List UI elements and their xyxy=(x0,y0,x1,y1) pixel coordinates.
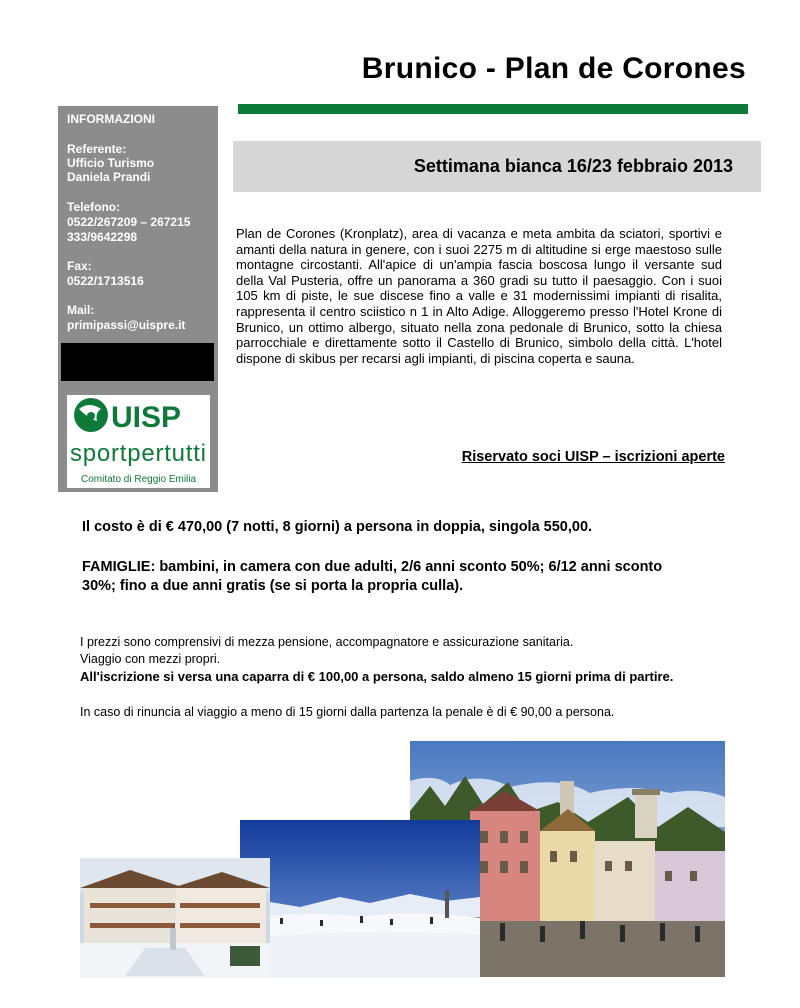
subtitle: Settimana bianca 16/23 febbraio 2013 xyxy=(413,156,733,176)
mail-value[interactable]: primipassi@uispre.it xyxy=(67,318,186,332)
fax-label: Fax: xyxy=(67,259,92,273)
hotel-photo xyxy=(80,858,270,978)
fax-value: 0522/1713516 xyxy=(67,274,144,288)
redacted-bar xyxy=(61,343,214,381)
subtitle-banner xyxy=(233,141,761,192)
logo-committee: Comitato di Reggio Emilia xyxy=(81,474,197,485)
cost-paragraph: Il costo è di € 470,00 (7 notti, 8 giorni) a persona in doppia, singola 550,00. xyxy=(82,519,593,535)
green-divider xyxy=(238,104,748,114)
info-sidebar xyxy=(58,106,218,492)
telefono-line-2: 333/9642298 xyxy=(67,230,138,244)
deposit-note: All'iscrizione si versa una caparra di € 100,00 a persona, saldo almeno 15 giorni prima di partire. xyxy=(80,669,674,684)
reserved-notice: Riservato soci UISP – iscrizioni aperte xyxy=(461,449,725,465)
logo-brand: UISP xyxy=(111,401,182,434)
sidebar-heading: INFORMAZIONI xyxy=(67,112,155,126)
intro-paragraph: Plan de Corones (Kronplatz), area di vacanza e meta ambita da sciatori, sportivi e amanti della natura in genere, con i suoi 2275 m di altitudine si erge maestoso sulle montagne circostanti. All'apice di un'ampia fascia boscosa lungo il versante sud della Val Pusteria, offre un panorama a 360 gradi su tutto il paesaggio. Con i suoi 105 km di piste, le sue discese fino a valle e 31 modernissimi impianti di risalita, rappresenta il centro sciistico n 1 in Alto Adige. Alloggeremo presso l'Hotel Krone di Brunico, un ottimo albergo, situato nella zona pedonale di Brunico, sotto la chiesa parrocchiale e direttamente sotto il Castello di Brunico, simbolo della città. L'hotel dispone di skibus per recarsi agli impianti, di piscina coperta e sauna. xyxy=(236,226,722,366)
prices-note: I prezzi sono comprensivi di mezza pensione, accompagnatore e assicurazione sanitaria. xyxy=(80,635,574,649)
telefono-label: Telefono: xyxy=(67,200,121,214)
page-title: Brunico - Plan de Corones xyxy=(361,52,746,85)
referente-label: Referente: xyxy=(67,142,127,156)
ski-slope-photo xyxy=(240,820,480,978)
cancel-note: In caso di rinuncia al viaggio a meno di 15 giorni dalla partenza la penale è di € 90,00 a persona. xyxy=(80,705,615,719)
referente-line-1: Ufficio Turismo xyxy=(67,156,155,170)
logo-tagline: sportpertutti xyxy=(70,440,206,467)
uisp-logo-graphic xyxy=(67,395,210,488)
mail-label: Mail: xyxy=(67,303,95,317)
families-paragraph: FAMIGLIE: bambini, in camera con due adulti, 2/6 anni sconto 50%; 6/12 anni sconto 30%; fino a due anni gratis (se si porta la propria culla). xyxy=(82,559,663,594)
telefono-line-1: 0522/267209 – 267215 xyxy=(67,215,191,229)
uisp-logo xyxy=(67,395,210,488)
travel-note: Viaggio con mezzi propri. xyxy=(80,652,221,666)
referente-line-2: Daniela Prandi xyxy=(67,170,151,184)
